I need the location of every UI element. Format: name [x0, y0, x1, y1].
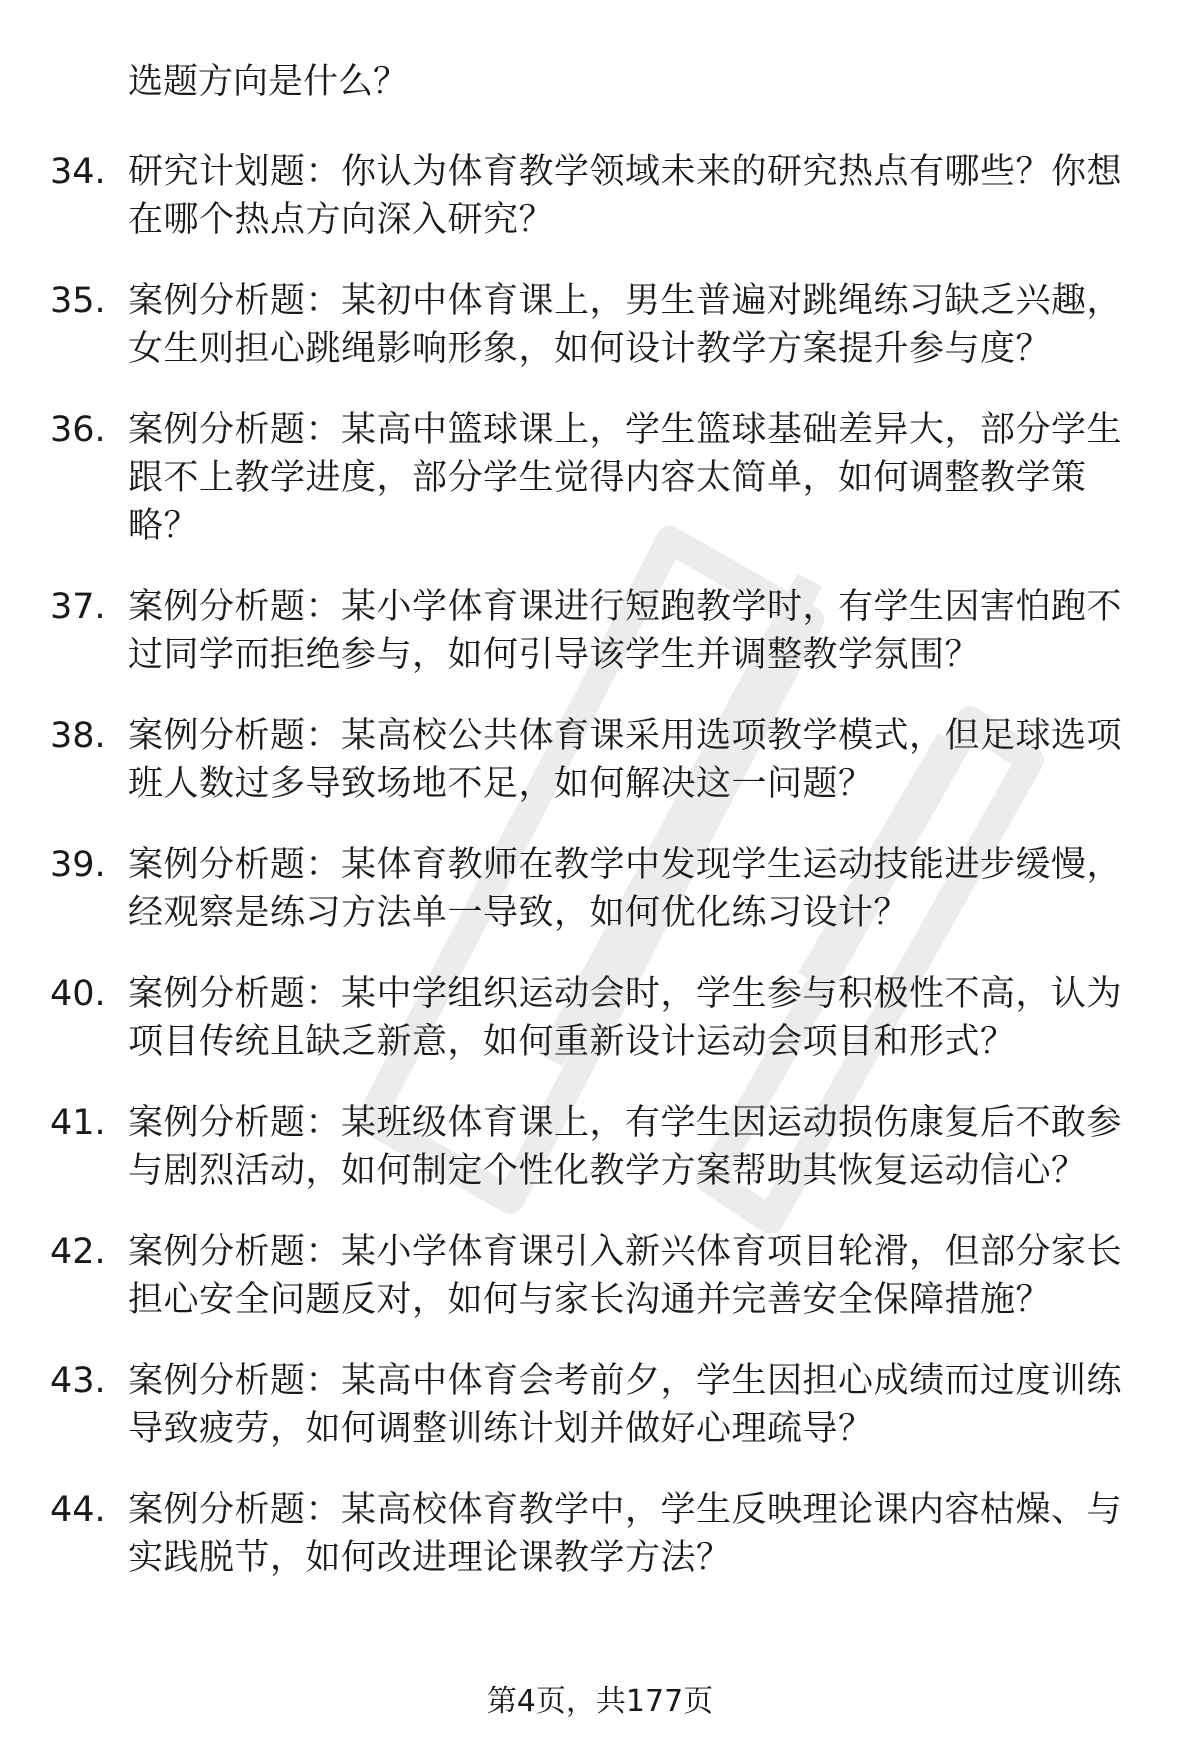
question-text: 案例分析题：某高校体育教学中，学生反映理论课内容枯燥、与实践脱节，如何改进理论课教学方法？ — [128, 1490, 1123, 1578]
question-number: 42. — [50, 1232, 106, 1272]
question-text: 案例分析题：某小学体育课进行短跑教学时，有学生因害怕跑不过同学而拒绝参与，如何引导该学生并调整教学氛围？ — [128, 587, 1123, 675]
list-item — [0, 1486, 1200, 1582]
list-item — [0, 1228, 1200, 1324]
question-text: 案例分析题：某初中体育课上，男生普遍对跳绳练习缺乏兴趣，女生则担心跳绳影响形象，如何设计教学方案提升参与度？ — [128, 281, 1123, 369]
question-number: 37. — [50, 587, 106, 627]
question-number: 35. — [50, 281, 106, 321]
question-number: 38. — [50, 716, 106, 756]
list-item — [0, 583, 1200, 679]
question-number: 41. — [50, 1103, 106, 1143]
question-text: 案例分析题：某高校公共体育课采用选项教学模式，但足球选项班人数过多导致场地不足，如何解决这一问题？ — [128, 716, 1123, 804]
page-number-footer: 第4页，共177页 — [486, 1684, 714, 1719]
list-item — [0, 970, 1200, 1066]
question-number: 43. — [50, 1361, 106, 1401]
question-number: 36. — [50, 410, 106, 450]
list-item — [0, 406, 1200, 550]
list-item — [0, 1099, 1200, 1195]
continuation-text: 选题方向是什么？ — [128, 62, 409, 102]
list-item — [0, 277, 1200, 373]
question-number: 39. — [50, 845, 106, 885]
question-number: 34. — [50, 152, 106, 192]
question-text: 研究计划题：你认为体育教学领域未来的研究热点有哪些？你想在哪个热点方向深入研究？ — [128, 152, 1123, 240]
question-text: 案例分析题：某高中体育会考前夕，学生因担心成绩而过度训练导致疲劳，如何调整训练计划并做好心理疏导？ — [128, 1361, 1123, 1449]
list-item — [0, 148, 1200, 244]
question-text: 案例分析题：某班级体育课上，有学生因运动损伤康复后不敢参与剧烈活动，如何制定个性化教学方案帮助其恢复运动信心？ — [128, 1103, 1123, 1191]
list-item — [0, 1357, 1200, 1453]
question-number: 44. — [50, 1490, 106, 1530]
question-number: 40. — [50, 974, 106, 1014]
list-item — [0, 712, 1200, 808]
list-item — [0, 841, 1200, 937]
question-list — [0, 148, 1200, 1615]
question-text: 案例分析题：某中学组织运动会时，学生参与积极性不高，认为项目传统且缺乏新意，如何重新设计运动会项目和形式？ — [128, 974, 1123, 1062]
question-text: 案例分析题：某小学体育课引入新兴体育项目轮滑，但部分家长担心安全问题反对，如何与家长沟通并完善安全保障措施？ — [128, 1232, 1123, 1320]
question-text: 案例分析题：某高中篮球课上，学生篮球基础差异大，部分学生跟不上教学进度，部分学生觉得内容太简单，如何调整教学策略？ — [128, 410, 1123, 546]
question-text: 案例分析题：某体育教师在教学中发现学生运动技能进步缓慢，经观察是练习方法单一导致，如何优化练习设计？ — [128, 845, 1123, 933]
